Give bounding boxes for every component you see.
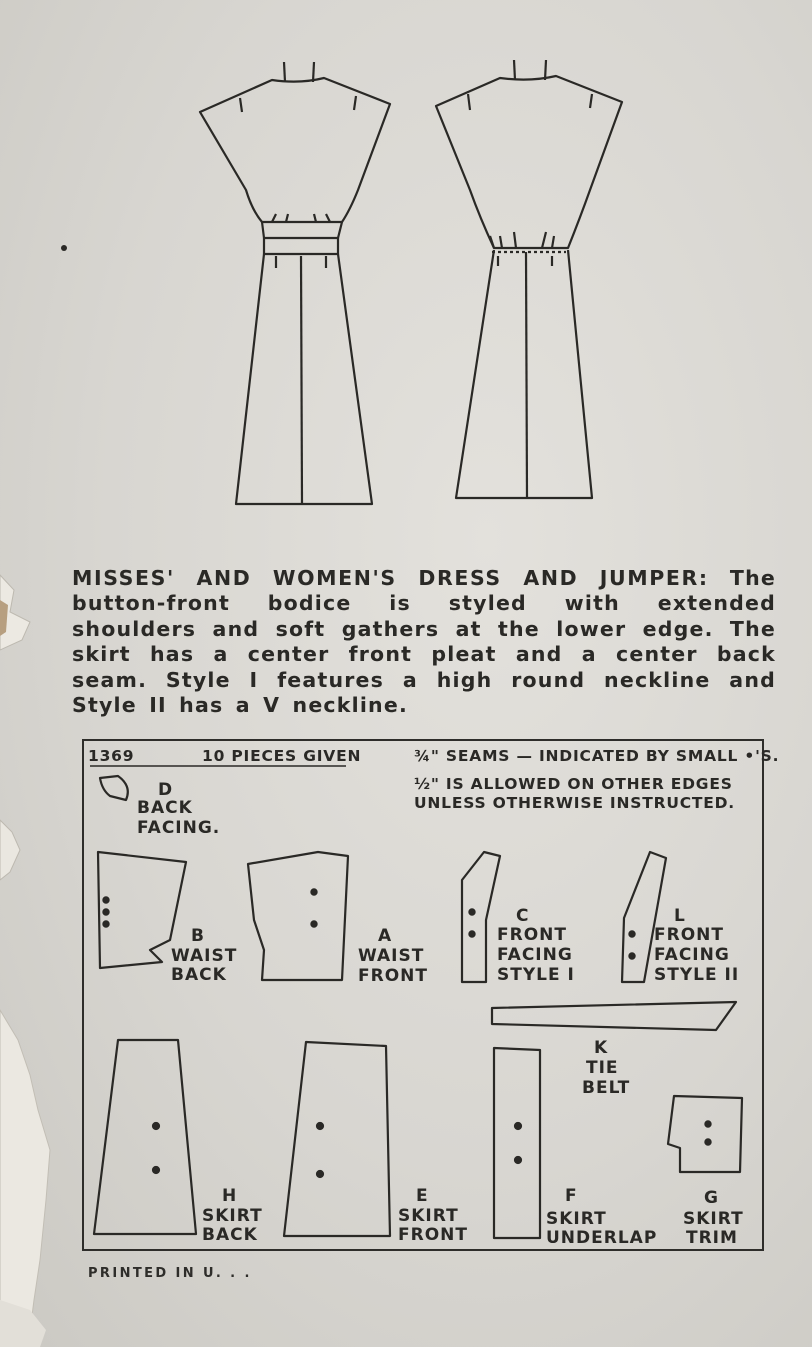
piece-g-name-line2: TRIM [686, 1228, 738, 1248]
piece-h-letter: H [222, 1186, 238, 1206]
piece-k-name-line1: TIE [586, 1058, 619, 1078]
piece-a-name-line2: FRONT [358, 966, 428, 986]
piece-f-letter: F [565, 1186, 578, 1206]
piece-b-name-line1: WAIST [171, 946, 238, 966]
piece-g-letter: G [704, 1188, 719, 1208]
piece-d-shape [100, 776, 128, 800]
pieces-given-label: 10 PIECES GIVEN [202, 747, 362, 765]
piece-e-name-line2: FRONT [398, 1225, 468, 1245]
piece-e-name-line1: SKIRT [398, 1206, 459, 1226]
description-body: The button-front bodice is styled with extended shoulders and soft gathers at the lower edge. The skirt has a center front pleat and a center back seam. Style I features a high round neckline and Style II has a V neckline. [72, 566, 776, 718]
piece-f-shape [494, 1048, 540, 1238]
printed-in-footer: PRINTED IN U. . . [88, 1266, 252, 1281]
piece-b-letter: B [191, 926, 205, 946]
piece-k-name-line2: BELT [582, 1078, 631, 1098]
piece-d-name-line2: FACING. [137, 818, 221, 838]
edges-note-line1: ½" IS ALLOWED ON OTHER EDGES [414, 775, 733, 793]
piece-l-letter: L [674, 906, 686, 926]
piece-f-name-line2: UNDERLAP [546, 1228, 658, 1248]
seams-note: ¾" SEAMS — INDICATED BY SMALL •'S. [414, 747, 780, 765]
piece-a-shape [248, 852, 348, 980]
piece-h-shape [94, 1040, 196, 1234]
piece-h-name-line2: BACK [202, 1225, 258, 1245]
piece-e-shape [284, 1042, 390, 1236]
piece-l-name-line3: STYLE II [654, 965, 740, 985]
piece-c-name-line2: FACING [497, 945, 573, 965]
piece-f-name-line1: SKIRT [546, 1209, 607, 1229]
piece-b-name-line2: BACK [171, 965, 227, 985]
piece-c-shape [462, 852, 500, 982]
piece-k-shape [492, 1002, 736, 1030]
piece-d-letter: D [158, 780, 174, 800]
piece-l-name-line1: FRONT [654, 925, 724, 945]
description-title: MISSES' AND WOMEN'S DRESS AND JUMPER: [72, 566, 709, 590]
pattern-number: 1369 [88, 747, 135, 765]
piece-h-name-line1: SKIRT [202, 1206, 263, 1226]
edges-note-line2: UNLESS OTHERWISE INSTRUCTED. [414, 794, 735, 812]
piece-c-name-line1: FRONT [497, 925, 567, 945]
piece-k-letter: K [594, 1038, 609, 1058]
piece-c-letter: C [516, 906, 530, 926]
piece-a-letter: A [378, 926, 393, 946]
piece-c-name-line3: STYLE I [497, 965, 575, 985]
piece-e-letter: E [416, 1186, 429, 1206]
piece-l-name-line2: FACING [654, 945, 730, 965]
piece-a-name-line1: WAIST [358, 946, 425, 966]
piece-d-name-line1: BACK [137, 798, 193, 818]
piece-g-shape [668, 1096, 742, 1172]
piece-g-name-line1: SKIRT [683, 1209, 744, 1229]
